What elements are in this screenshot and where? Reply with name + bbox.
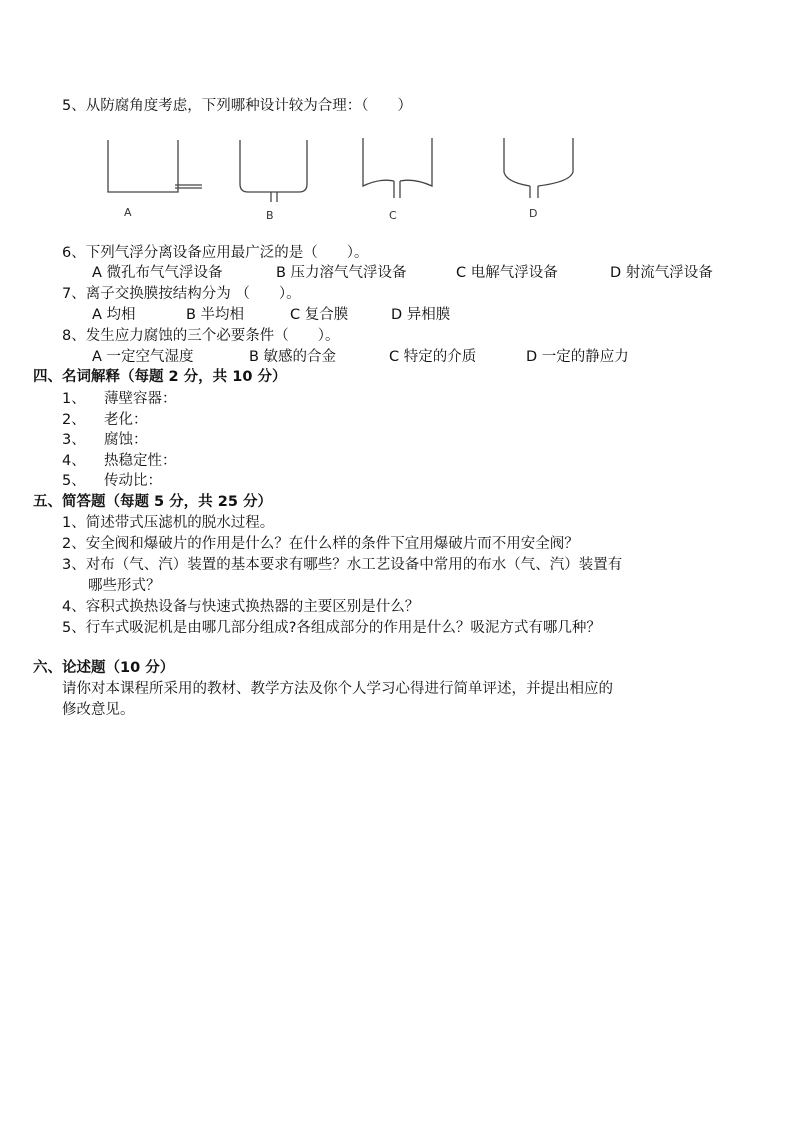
short-question-3-continued: 哪些形式？: [88, 578, 161, 594]
vessel-a-figure: [108, 140, 202, 192]
q6-option-a: A 微孔布气气浮设备: [92, 265, 223, 281]
question-5: 5、从防腐角度考虑，下列哪种设计较为合理：（ ）: [62, 98, 412, 114]
section-4-heading: 四、名词解释（每题 2 分，共 10 分）: [33, 369, 287, 385]
essay-prompt-line-1: 请你对本课程所采用的教材、教学方法及你个人学习心得进行简单评述，并提出相应的: [62, 681, 613, 697]
q8-option-d: D 一定的静应力: [526, 349, 629, 365]
short-question-5: 5、行车式吸泥机是由哪几部分组成?各组成部分的作用是什么？吸泥方式有哪几种？: [62, 620, 601, 636]
figure-label-c: C: [389, 209, 397, 222]
vessel-b-figure: [240, 140, 307, 202]
short-question-4: 4、容积式换热设备与快速式换热器的主要区别是什么？: [62, 599, 420, 615]
short-question-1: 1、简述带式压滤机的脱水过程。: [62, 515, 275, 531]
q8-option-c: C 特定的介质: [389, 349, 477, 365]
q7-option-d: D 异相膜: [391, 307, 451, 323]
term-2-number: 2、: [62, 412, 86, 428]
term-3: 腐蚀：: [104, 432, 148, 448]
term-4: 热稳定性：: [104, 453, 177, 469]
term-2: 老化：: [104, 412, 148, 428]
figure-label-a: A: [124, 206, 132, 219]
q8-option-b: B 敏感的合金: [249, 349, 337, 365]
essay-prompt-line-2: 修改意见。: [62, 702, 135, 718]
q7-option-a: A 均相: [92, 307, 136, 323]
short-question-2: 2、安全阀和爆破片的作用是什么？在什么样的条件下宜用爆破片而不用安全阀？: [62, 536, 579, 552]
vessel-d-figure: [504, 138, 573, 198]
q6-option-b: B 压力溶气气浮设备: [276, 265, 407, 281]
section-6-heading: 六、论述题（10 分）: [33, 660, 175, 676]
term-5: 传动比：: [104, 473, 162, 489]
q7-option-c: C 复合膜: [290, 307, 349, 323]
term-5-number: 5、: [62, 473, 86, 489]
q6-option-d: D 射流气浮设备: [610, 265, 713, 281]
figure-label-d: D: [529, 207, 538, 220]
term-4-number: 4、: [62, 453, 86, 469]
question-8: 8、发生应力腐蚀的三个必要条件（ ）。: [62, 328, 340, 344]
figure-label-b: B: [266, 209, 274, 222]
section-5-heading: 五、简答题（每题 5 分，共 25 分）: [33, 494, 272, 510]
q7-option-b: B 半均相: [186, 307, 245, 323]
term-1-number: 1、: [62, 391, 86, 407]
q6-option-c: C 电解气浮设备: [456, 265, 558, 281]
vessel-figures: [0, 0, 794, 240]
q8-option-a: A 一定空气湿度: [92, 349, 194, 365]
term-1: 薄壁容器：: [104, 391, 177, 407]
question-6: 6、下列气浮分离设备应用最广泛的是（ ）。: [62, 245, 369, 261]
short-question-3: 3、对布（气、汽）装置的基本要求有哪些？水工艺设备中常用的布水（气、汽）装置有: [62, 557, 623, 573]
vessel-c-figure: [363, 138, 432, 198]
question-7: 7、离子交换膜按结构分为 （ ）。: [62, 286, 301, 302]
term-3-number: 3、: [62, 432, 86, 448]
